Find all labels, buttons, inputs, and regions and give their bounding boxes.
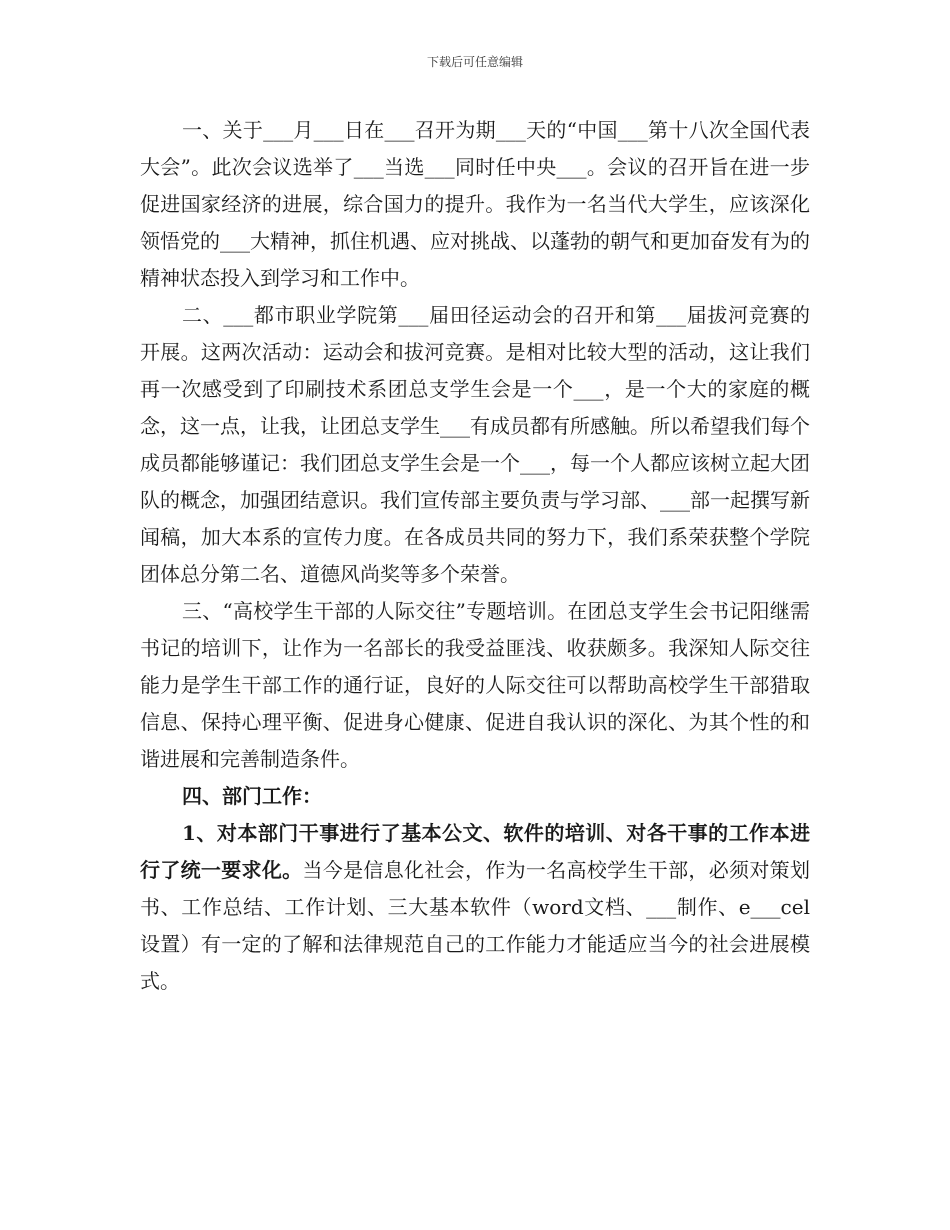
- paragraph-lead-bold: 1、对本部门干事进行了基本公文、软件的培训、对各干事的工作本进行了统一要求化。: [140, 821, 810, 882]
- document-body: [140, 112, 810, 1000]
- paragraph-department-work: [140, 815, 810, 1000]
- paragraph-meeting: 一、关于___月___日在___召开为期___天的“中国___第十八次全国代表大会”。此次会议选举了___当选___同时任中央___。会议的召开旨在进一步促进国家经济的进展，综合国力的提升。我作为一名当代大学生，应该深化领悟党的___大精神，抓住机遇、应对挑战、以蓬勃的朝气和更加奋发有为的精神状态投入到学习和工作中。: [140, 118, 810, 290]
- paragraph-training: 三、“高校学生干部的人际交往”专题培训。在团总支学生会书记阳继需书记的培训下，让作为一名部长的我受益匪浅、收获颇多。我深知人际交往能力是学生干部工作的通行证，良好的人际交往可以帮助高校学生干部猎取信息、保持心理平衡、促进身心健康、促进自我认识的深化、为其个性的和谐进展和完善制造条件。: [140, 599, 810, 771]
- page-header: 下载后可任意编辑: [426, 55, 523, 69]
- paragraph-body: 当今是信息化社会，作为一名高校学生干部，必须对策划书、工作总结、工作计划、三大基本软件（word文档、___制作、e___cel设置）有一定的了解和法律规范自己的工作能力才能适应当今的社会进展模式。: [140, 858, 810, 993]
- paragraph-sports-meet: 二、___都市职业学院第___届田径运动会的召开和第___届拔河竞赛的开展。这两次活动：运动会和拔河竞赛。是相对比较大型的活动，这让我们再一次感受到了印刷技术系团总支学生会是一个___，是一个大的家庭的概念，这一点，让我，让团总支学生___有成员都有所感触。所以希望我们每个成员都能够谨记：我们团总支学生会是一个___，每一个人都应该树立起大团队的概念，加强团结意识。我们宣传部主要负责与学习部、___部一起撰写新闻稿，加大本系的宣传力度。在各成员共同的努力下，我们系荣获整个学院团体总分第二名、道德风尚奖等多个荣誉。: [140, 303, 810, 586]
- section-heading-department-work: 四、部门工作：: [182, 784, 322, 808]
